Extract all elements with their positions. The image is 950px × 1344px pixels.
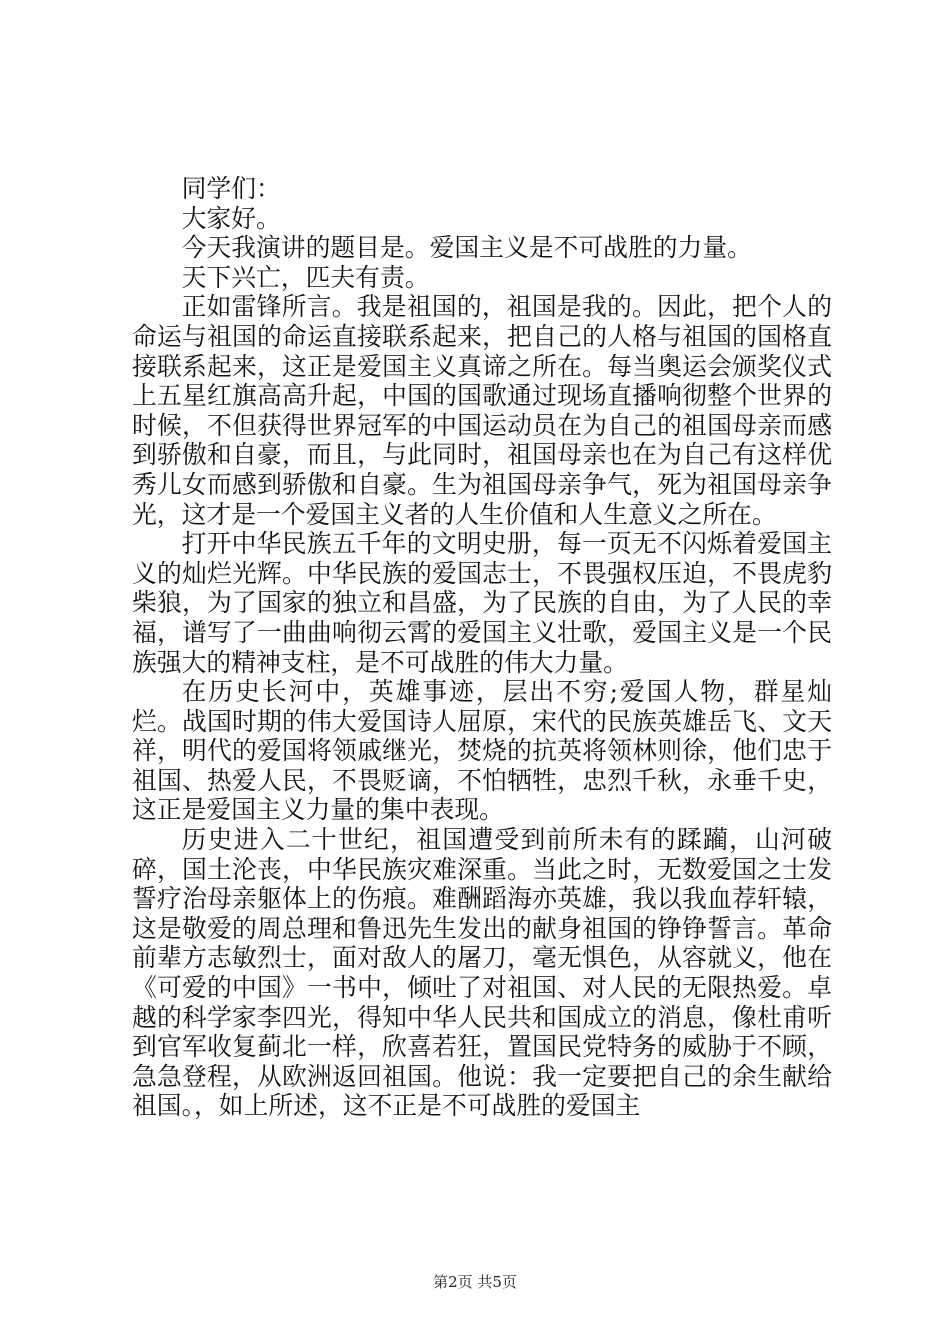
paragraph-greeting: 同学们： — [181, 174, 281, 203]
paragraph-history-book: 打开中华民族五千年的文明史册，每一页无不闪烁着爱国主义的灿烂光辉。中华民族的爱国志士，不畏强权压迫，不畏虎豹柴狼，为了国家的独立和昌盛，为了民族的自由，为了人民的幸福，谱写了一曲曲响彻云霄的爱国主义壮歌，爱国主义是一个民族强大的精神支柱，是不可战胜的伟大力量。 — [132, 529, 832, 677]
paragraph-heroes: 在历史长河中，英雄事迹，层出不穷;爱国人物，群星灿烂。战国时期的伟大爱国诗人屈原，宋代的民族英雄岳飞、文天祥，明代的爱国将领戚继光，焚烧的抗英将领林则徐，他们忠于祖国、热爱人民，不畏贬谪，不怕牺牲，忠烈千秋，永垂千史，这正是爱国主义力量的集中表现。 — [132, 677, 832, 825]
document-body — [132, 174, 832, 1121]
paragraph-lei-feng: 正如雷锋所言。我是祖国的，祖国是我的。因此，把个人的命运与祖国的命运直接联系起来，把自己的人格与祖国的国格直接联系起来，这正是爱国主义真谛之所在。每当奥运会颁奖仪式上五星红旗高高升起，中国的国歌通过现场直播响彻整个世界的时候，不但获得世界冠军的中国运动员在为自己的祖国母亲而感到骄傲和自豪，而且，与此同时，祖国母亲也在为自己有这样优秀儿女而感到骄傲和自豪。生为祖国母亲争气，死为祖国母亲争光，这才是一个爱国主义者的人生价值和人生意义之所在。 — [132, 292, 832, 529]
paragraph-quote: 天下兴亡，匹夫有责。 — [181, 262, 430, 292]
paragraph-twentieth-century: 历史进入二十世纪，祖国遭受到前所未有的蹂躏，山河破碎，国土沦丧，中华民族灾难深重。当此之时，无数爱国之士发誓疗治母亲躯体上的伤痕。难酬蹈海亦英雄，我以我血荐轩辕，这是敬爱的周总理和鲁迅先生发出的献身祖国的铮铮誓言。革命前辈方志敏烈士，面对敌人的屠刀，毫无惧色，从容就义，他在《可爱的中国》一书中，倾吐了对祖国、对人民的无限热爱。卓越的科学家李四光，得知中华人民共和国成立的消息，像杜甫听到官军收复蓟北一样，欣喜若狂，置国民党特务的威胁于不顾，急急登程，从欧洲返回祖国。他说：我一定要把自己的余生献给祖国。，如上所述，这不正是不可战胜的爱国主 — [132, 825, 832, 1121]
paragraph-hello: 大家好。 — [181, 203, 281, 233]
page-number-footer: 第2页 共5页 — [433, 1273, 517, 1291]
paragraph-topic: 今天我演讲的题目是。爱国主义是不可战胜的力量。 — [181, 233, 752, 263]
